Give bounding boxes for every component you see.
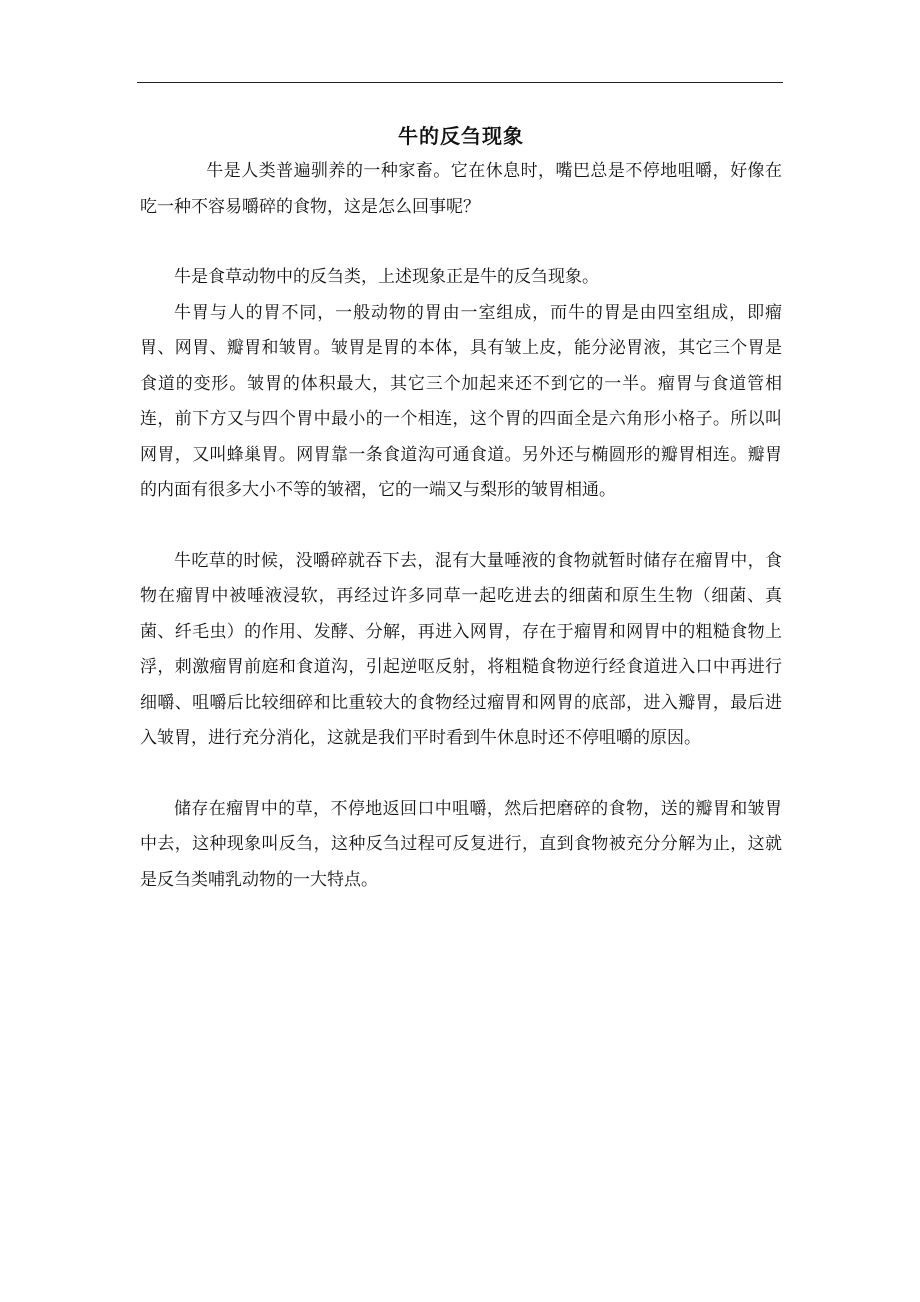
paragraph-gap	[140, 757, 782, 792]
paragraph-gap	[140, 509, 782, 544]
document-body	[140, 118, 782, 898]
header-rule	[137, 82, 783, 83]
paragraph-rumination: 储存在瘤胃中的草，不停地返回口中咀嚼，然后把磨碎的食物，送的瓣胃和皱胃中去，这种现象叫反刍，这种反刍过程可反复进行，直到食物被充分分解为止，这就是反刍类哺乳动物的一大特点。	[140, 798, 782, 890]
document-title: 牛的反刍现象	[398, 124, 524, 148]
paragraph-digestion-process: 牛吃草的时候，没嚼碎就吞下去，混有大量唾液的食物就暂时储存在瘤胃中，食物在瘤胃中被唾液浸软，再经过许多同草一起吃进去的细菌和原生生物（细菌、真菌、纤毛虫）的作用、发酵、分解，再进入网胃，存在于瘤胃和网胃中的粗糙食物上浮，刺激瘤胃前庭和食道沟，引起逆呕反射，将粗糙食物逆行经食道进入口中再进行细嚼、咀嚼后比较细碎和比重较大的食物经过瘤胃和网胃的底部，进入瓣胃，最后进入皱胃，进行充分消化，这就是我们平时看到牛休息时还不停咀嚼的原因。	[140, 550, 782, 748]
paragraph-intro: 牛是人类普遍驯养的一种家畜。它在休息时，嘴巴总是不停地咀嚼，好像在吃一种不容易嚼碎的食物，这是怎么回事呢？	[140, 161, 782, 217]
paragraph-gap	[140, 225, 782, 260]
paragraph-stomach-structure: 牛胃与人的胃不同，一般动物的胃由一室组成，而牛的胃是由四室组成，即瘤胃、网胃、瓣胃和皱胃。皱胃是胃的本体，具有皱上皮，能分泌胃液，其它三个胃是食道的变形。皱胃的体积最大，其它三个加起来还不到它的一半。瘤胃与食道管相连，前下方又与四个胃中最小的一个相连，这个胃的四面全是六角形小格子。所以叫网胃，又叫蜂巢胃。网胃靠一条食道沟可通食道。另外还与椭圆形的瓣胃相连。瓣胃的内面有很多大小不等的皱褶，它的一端又与梨形的皱胃相通。	[140, 302, 782, 500]
paragraph-ruminant: 牛是食草动物中的反刍类，上述现象正是牛的反刍现象。	[174, 267, 599, 287]
